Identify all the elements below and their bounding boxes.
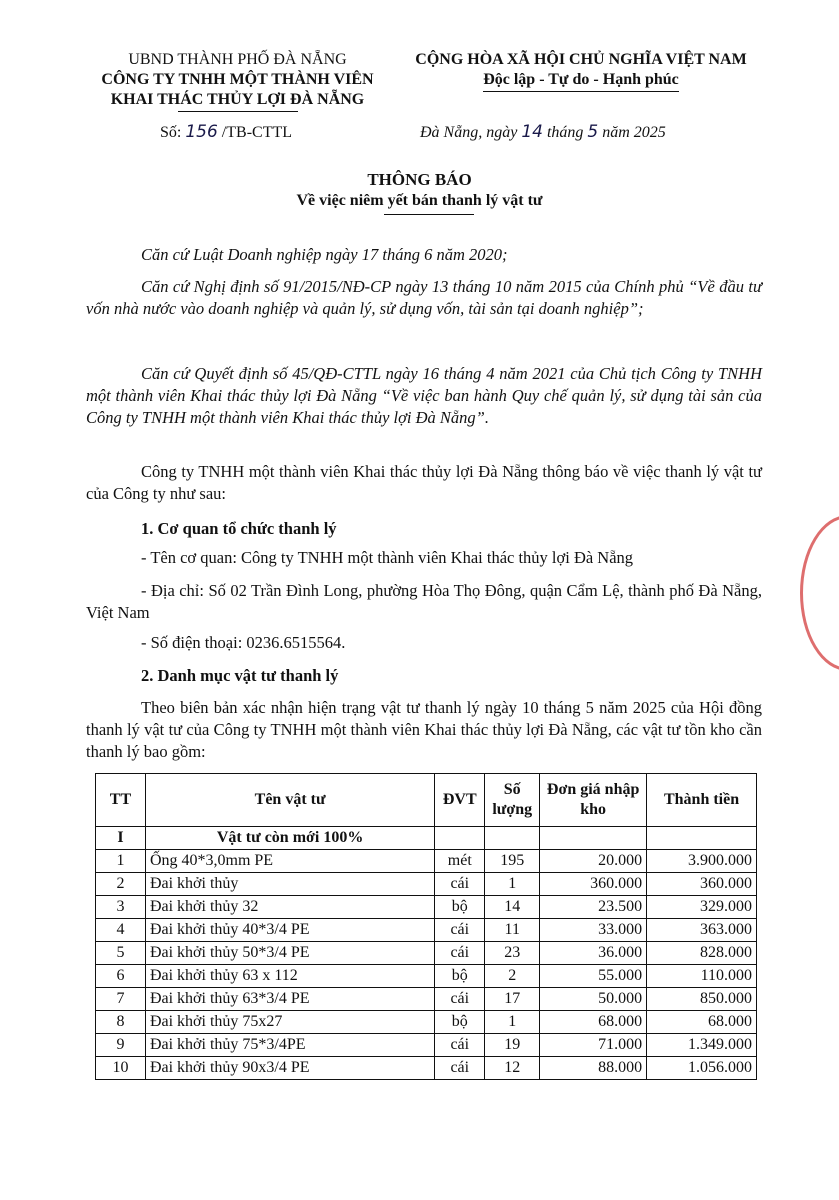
- number-handwritten: 156: [185, 122, 218, 142]
- cell-name: Ống 40*3,0mm PE: [145, 850, 434, 873]
- agency-address: - Địa chỉ: Số 02 Trần Đình Long, phường Hòa Thọ Đông, quận Cẩm Lệ, thành phố Đà Nẵng, Việt Nam: [86, 581, 762, 622]
- paragraph-legal-basis-2: Căn cứ Nghị định số 91/2015/NĐ-CP ngày 13 tháng 10 năm 2015 của Chính phủ “Về đầu tư vốn nhà nước vào doanh nghiệp và quản lý, sử dụng vốn, tài sản tại doanh nghiệp”;: [86, 277, 762, 318]
- cell-tt: 5: [96, 942, 146, 965]
- cell-name: Đai khởi thủy 32: [145, 896, 434, 919]
- table-row: [96, 896, 757, 919]
- cell-unit: cái: [435, 919, 485, 942]
- cell-tt: 10: [96, 1057, 146, 1080]
- cell-tt: 4: [96, 919, 146, 942]
- cell-unit-price: 88.000: [540, 1057, 647, 1080]
- issuer-line-3: KHAI THÁC THỦY LỢI ĐÀ NẴNG: [110, 91, 365, 108]
- cell-name: Đai khởi thủy 90x3/4 PE: [145, 1057, 434, 1080]
- motto: Độc lập - Tự do - Hạnh phúc: [483, 70, 679, 92]
- cell-total: 3.900.000: [647, 850, 757, 873]
- cell-name: Đai khởi thủy 63*3/4 PE: [145, 988, 434, 1011]
- cell-quantity: 23: [485, 942, 540, 965]
- col-header-quantity: Số lượng: [485, 774, 540, 827]
- cell-unit: cái: [435, 988, 485, 1011]
- issuer-line-1: UBND THÀNH PHỐ ĐÀ NẴNG: [128, 51, 347, 68]
- month-handwritten: 5: [587, 122, 599, 142]
- number-suffix: /TB-CTTL: [217, 124, 293, 141]
- agency-name: - Tên cơ quan: Công ty TNHH một thành viên Khai thác thủy lợi Đà Nẵng: [141, 548, 634, 567]
- cell-tt: 1: [96, 850, 146, 873]
- section-heading-1: 1. Cơ quan tổ chức thanh lý: [141, 519, 337, 538]
- cell-quantity: 2: [485, 965, 540, 988]
- cell-name: Đai khởi thủy 63 x 112: [145, 965, 434, 988]
- cell-total: 1.349.000: [647, 1034, 757, 1057]
- group-empty-cell: [540, 827, 647, 850]
- cell-unit-price: 20.000: [540, 850, 647, 873]
- issuer-line-2: CÔNG TY TNHH MỘT THÀNH VIÊN: [101, 71, 374, 88]
- group-tt: I: [96, 827, 146, 850]
- cell-unit-price: 50.000: [540, 988, 647, 1011]
- cell-quantity: 17: [485, 988, 540, 1011]
- paragraph-legal-basis-1: Căn cứ Luật Doanh nghiệp ngày 17 tháng 6 năm 2020;: [141, 245, 508, 264]
- place-prefix: Đà Nẵng, ngày: [420, 124, 522, 141]
- cell-unit-price: 68.000: [540, 1011, 647, 1034]
- table-row: [96, 873, 757, 896]
- table-row: [96, 850, 757, 873]
- cell-quantity: 195: [485, 850, 540, 873]
- col-header-unit: ĐVT: [435, 774, 485, 827]
- day-handwritten: 14: [521, 122, 543, 142]
- cell-tt: 3: [96, 896, 146, 919]
- group-empty-cell: [435, 827, 485, 850]
- table-row: [96, 919, 757, 942]
- cell-tt: 7: [96, 988, 146, 1011]
- paragraph-legal-basis-3: Căn cứ Quyết định số 45/QĐ-CTTL ngày 16 tháng 4 năm 2021 của Chủ tịch Công ty TNHH một thành viên Khai thác thủy lợi Đà Nẵng “Về việc ban hành Quy chế quản lý, sử dụng tài sản của Công ty TNHH một thành viên Khai thác thủy lợi Đà Nẵng”.: [86, 364, 762, 427]
- col-header-name: Tên vật tư: [145, 774, 434, 827]
- paragraph-intro: Công ty TNHH một thành viên Khai thác thủy lợi Đà Nẵng thông báo về việc thanh lý vật tư của Công ty như sau:: [86, 462, 762, 503]
- paragraph-inventory-intro: Theo biên bản xác nhận hiện trạng vật tư thanh lý ngày 10 tháng 5 năm 2025 của Hội đồng thanh lý vật tư của Công ty TNHH một thành viên Khai thác thủy lợi Đà Nẵng, các vật tư tồn kho cần thanh lý bao gồm:: [86, 698, 762, 761]
- table-row: [96, 988, 757, 1011]
- col-header-unit-price: Đơn giá nhập kho: [540, 774, 647, 827]
- number-prefix: Số:: [160, 124, 186, 141]
- cell-total: 360.000: [647, 873, 757, 896]
- cell-tt: 6: [96, 965, 146, 988]
- cell-unit-price: 71.000: [540, 1034, 647, 1057]
- cell-quantity: 1: [485, 1011, 540, 1034]
- cell-unit-price: 55.000: [540, 965, 647, 988]
- cell-total: 363.000: [647, 919, 757, 942]
- cell-quantity: 1: [485, 873, 540, 896]
- section-heading-2: 2. Danh mục vật tư thanh lý: [141, 666, 339, 685]
- cell-total: 329.000: [647, 896, 757, 919]
- cell-unit-price: 23.500: [540, 896, 647, 919]
- cell-unit: cái: [435, 1034, 485, 1057]
- cell-name: Đai khởi thủy 40*3/4 PE: [145, 919, 434, 942]
- cell-name: Đai khởi thủy: [145, 873, 434, 896]
- cell-unit: cái: [435, 942, 485, 965]
- month-label: tháng: [542, 124, 588, 141]
- cell-unit: cái: [435, 873, 485, 896]
- table-row: [96, 942, 757, 965]
- document-subtitle: Về việc niêm yết bán thanh lý vật tư: [296, 192, 543, 209]
- cell-unit-price: 360.000: [540, 873, 647, 896]
- col-header-total: Thành tiền: [647, 774, 757, 827]
- cell-quantity: 14: [485, 896, 540, 919]
- cell-quantity: 12: [485, 1057, 540, 1080]
- year-text: năm 2025: [598, 124, 666, 141]
- subtitle-underline: [384, 214, 474, 215]
- cell-unit: mét: [435, 850, 485, 873]
- table-row: [96, 1057, 757, 1080]
- cell-unit: bộ: [435, 965, 485, 988]
- cell-unit: cái: [435, 1057, 485, 1080]
- place-date: [420, 122, 666, 142]
- company-seal: [800, 515, 839, 671]
- cell-tt: 9: [96, 1034, 146, 1057]
- cell-unit: bộ: [435, 1011, 485, 1034]
- cell-name: Đai khởi thủy 50*3/4 PE: [145, 942, 434, 965]
- document-title: THÔNG BÁO: [367, 170, 472, 189]
- group-empty-cell: [647, 827, 757, 850]
- group-name: Vật tư còn mới 100%: [145, 827, 434, 850]
- cell-name: Đai khởi thủy 75*3/4PE: [145, 1034, 434, 1057]
- table-row: [96, 1011, 757, 1034]
- cell-quantity: 19: [485, 1034, 540, 1057]
- cell-unit: bộ: [435, 896, 485, 919]
- nation-block: [392, 50, 770, 92]
- table-header-row: [96, 774, 757, 827]
- cell-unit-price: 33.000: [540, 919, 647, 942]
- cell-total: 68.000: [647, 1011, 757, 1034]
- issuer-block: [85, 50, 390, 112]
- document-number: [160, 122, 292, 142]
- table-row: [96, 1034, 757, 1057]
- cell-total: 850.000: [647, 988, 757, 1011]
- col-header-tt: TT: [96, 774, 146, 827]
- group-empty-cell: [485, 827, 540, 850]
- nation-title: CỘNG HÒA XÃ HỘI CHỦ NGHĨA VIỆT NAM: [415, 51, 747, 68]
- issuer-underline: [178, 111, 298, 112]
- cell-total: 828.000: [647, 942, 757, 965]
- cell-unit-price: 36.000: [540, 942, 647, 965]
- cell-tt: 2: [96, 873, 146, 896]
- cell-quantity: 11: [485, 919, 540, 942]
- cell-total: 110.000: [647, 965, 757, 988]
- cell-tt: 8: [96, 1011, 146, 1034]
- cell-name: Đai khởi thủy 75x27: [145, 1011, 434, 1034]
- table-group-row: [96, 827, 757, 850]
- materials-table: [95, 773, 757, 1080]
- table-row: [96, 965, 757, 988]
- agency-phone: - Số điện thoại: 0236.6515564.: [141, 633, 346, 652]
- cell-total: 1.056.000: [647, 1057, 757, 1080]
